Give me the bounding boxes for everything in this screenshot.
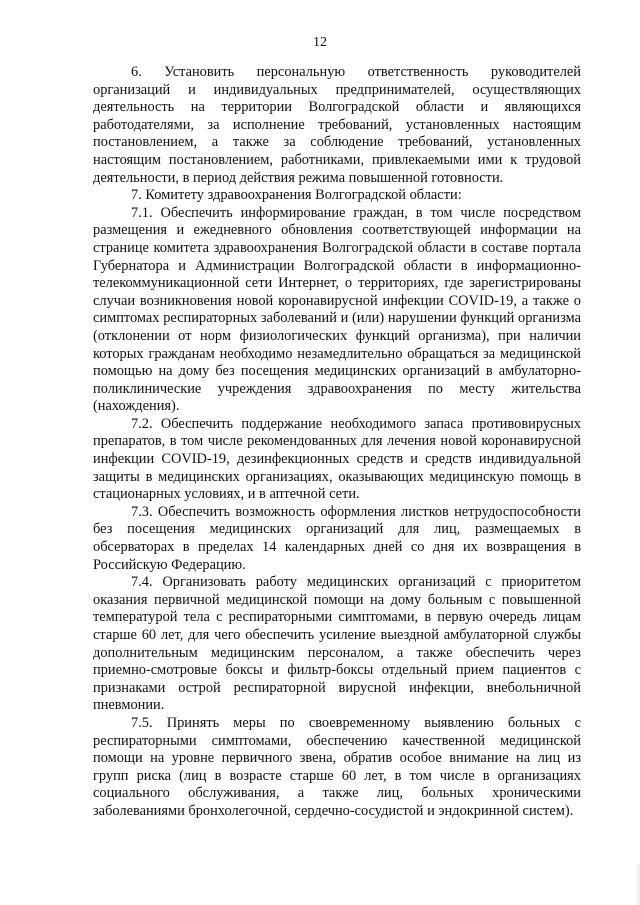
document-body [93, 64, 581, 821]
paragraph-7-4-home-care: 7.4. Организовать работу медицинских организаций с приоритетом оказания первичной медицинской помощи на дому больным с повышенной температурой тела с респираторными симптомами, в первую очередь лицам старше 60 лет, для чего обеспечить усиление выездной амбулаторной службы дополнительным медицинским персоналом, а также обеспечить через приемно-смотровые боксы и фильтр-боксы отдельный прием пациентов с признаками острой респираторной вирусной инфекции, внебольничной пневмонии. [93, 574, 581, 714]
paragraph-7-1-inform-citizens: 7.1. Обеспечить информирование граждан, в том числе посредством размещения и ежедневного обновления соответствующей информации на странице комитета здравоохранения Волгоградской области в составе портала Губернатора и Администрации Волгоградской области в информационно-телекоммуникационной сети Интернет, о территориях, где зарегистрированы случаи возникновения новой коронавирусной инфекции COVID-19, а также о симптомах респираторных заболеваний и (или) нарушении функций организма (отклонении от норм физиологических функций организма), при наличии которых гражданам необходимо незамедлительно обращаться за медицинской помощью на дому без посещения медицинских организаций в амбулаторно-поликлинические учреждения здравоохранения по месту жительства (нахождения). [93, 204, 581, 415]
paragraph-7-3-sick-leave: 7.3. Обеспечить возможность оформления листков нетрудоспособности без посещения медицинских организаций для лиц, размещаемых в обсерваторах в пределах 14 календарных дней со дня их возвращения в Российскую Федерацию. [93, 503, 581, 573]
paragraph-6-responsibility: 6. Установить персональную ответственность руководителей организаций и индивидуальных предпринимателей, осуществляющих деятельность на территории Волгоградской области и являющихся работодателями, за исполнение требований, установленных настоящим постановлением, а также за соблюдение требований, установленных настоящим постановлением, работниками, привлекаемыми ими к трудовой деятельности, в период действия режима повышенной готовности. [93, 64, 581, 186]
page-number: 12 [313, 35, 327, 50]
paragraph-7-5-risk-groups: 7.5. Принять меры по своевременному выявлению больных с респираторными симптомами, обеспечению качественной медицинской помощи на уровне первичного звена, обратив особое внимание на лиц из групп риска (лиц в возрасте старше 60 лет, в том числе в организациях социального обслуживания, а также лиц, больных хроническими заболеваниями бронхолегочной, сердечно-сосудистой и эндокринной систем). [93, 714, 581, 819]
paragraph-7-health-committee: 7. Комитету здравоохранения Волгоградской области: [131, 187, 462, 204]
paragraph-7-2-supplies: 7.2. Обеспечить поддержание необходимого запаса противовирусных препаратов, в том числе рекомендованных для лечения новой коронавирусной инфекции COVID-19, дезинфекционных средств и средств индивидуальной защиты в медицинских организациях, оказывающих медицинскую помощь в стационарных условиях, и в аптечной сети. [93, 415, 581, 503]
